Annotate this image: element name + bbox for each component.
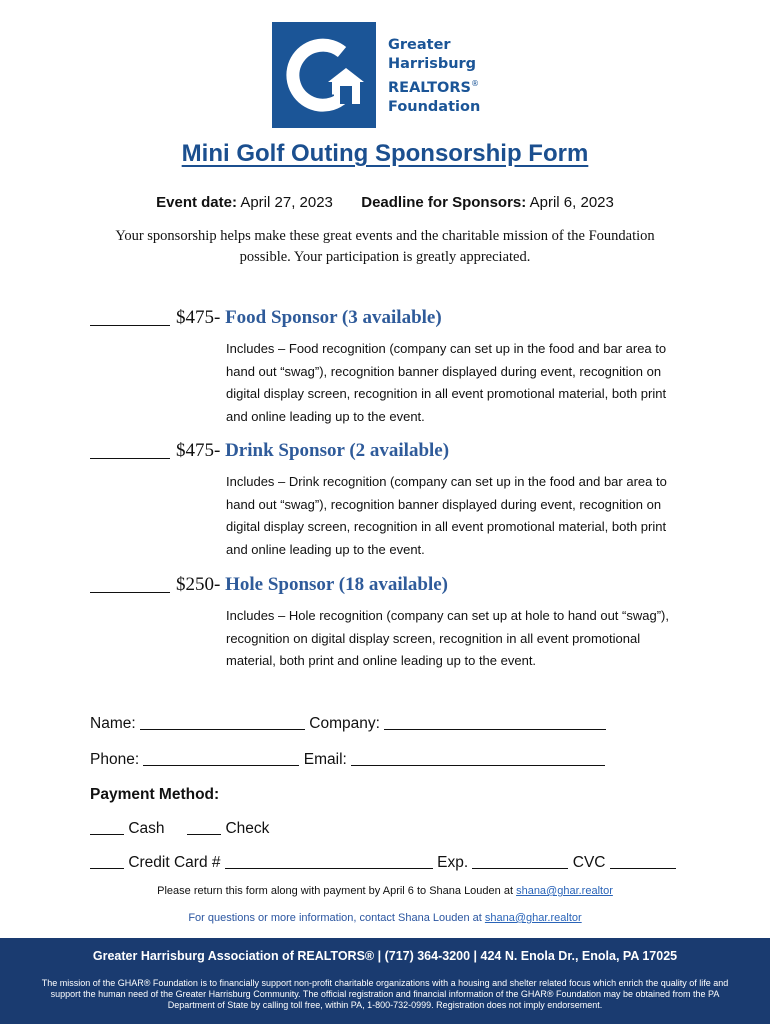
questions-email-link[interactable]: shana@ghar.realtor <box>484 912 582 924</box>
tier-drink-sponsor <box>90 439 690 561</box>
exp-field[interactable] <box>472 854 568 869</box>
cvc-label: CVC <box>572 854 606 871</box>
event-date-value: April 27, 2023 <box>240 194 333 211</box>
return-email-link[interactable]: shana@ghar.realtor <box>516 885 613 897</box>
email-field[interactable] <box>351 751 605 766</box>
questions-text: For questions or more information, contact Shana Louden at <box>188 912 482 924</box>
registered-mark: ® <box>470 79 479 88</box>
cash-check-row <box>90 820 269 838</box>
tier-heading <box>90 306 690 330</box>
footer-association-info: Greater Harrisburg Association of REALTORS® | (717) 364-3200 | 424 N. Enola Dr., Enola, PA 17025 <box>92 949 678 963</box>
tier-description: Includes – Drink recognition (company can set up in the food and bar area to hand out “swag”), recognition banner displayed during event, recognition on digital display screen, recognition in all event promotional material, both print and online leading up to the event. <box>226 474 667 557</box>
deadline-label: Deadline for Sponsors: <box>361 194 527 211</box>
name-company-row <box>90 715 606 733</box>
phone-email-row <box>90 751 605 769</box>
logo-mark <box>272 22 376 128</box>
event-date-label: Event date: <box>156 194 237 211</box>
g-house-icon <box>272 22 376 128</box>
tier-name: Drink Sponsor (2 available) <box>225 440 450 461</box>
intro-text: Your sponsorship helps make these great events and the charitable mission of the Foundation possible. Your participation is greatly appreciated. <box>115 228 655 265</box>
tier-quantity-blank[interactable] <box>90 440 170 459</box>
credit-card-row <box>90 854 676 872</box>
company-label: Company: <box>309 715 380 732</box>
logo-line: Greater <box>388 37 451 53</box>
company-field[interactable] <box>384 715 606 730</box>
tier-food-sponsor <box>90 306 690 428</box>
return-text: Please return this form along with payment by April 6 to Shana Louden at <box>157 885 514 897</box>
email-label: Email: <box>303 751 347 768</box>
tier-price: $475- <box>176 440 221 461</box>
tier-price: $475- <box>176 307 221 328</box>
tier-heading <box>90 439 690 463</box>
tier-heading <box>90 573 690 597</box>
credit-card-number-field[interactable] <box>225 854 433 869</box>
footer-mission-statement: The mission of the GHAR® Foundation is to financially support non-profit charitable organizations with a housing and shelter related focus which enrich the quality of life and support the human need of the Greater Harrisburg Community. The official registration and financial information of the GHAR® Foundation may be obtained from the PA Department of State by calling toll free, within PA, 1-800-732-0999. Registration does not imply endorsement. <box>41 978 729 1010</box>
tier-price: $250- <box>176 574 221 595</box>
name-field[interactable] <box>140 715 305 730</box>
questions-contact <box>0 912 770 924</box>
payment-method-label: Payment Method: <box>90 786 220 803</box>
tier-name: Food Sponsor (3 available) <box>225 307 442 328</box>
tier-description: Includes – Food recognition (company can set up in the food and bar area to hand out “swag”), recognition banner displayed during event, recognition on digital display screen, recognition in all event promotional material, both print and online leading up to the event. <box>226 341 667 424</box>
return-instructions <box>0 885 770 897</box>
phone-label: Phone: <box>90 751 140 768</box>
foundation-logo <box>272 22 482 128</box>
tier-quantity-blank[interactable] <box>90 307 170 326</box>
logo-line: REALTORS® <box>388 79 479 96</box>
form-title: Mini Golf Outing Sponsorship Form <box>181 140 589 167</box>
check-blank[interactable] <box>187 820 221 835</box>
tier-hole-sponsor <box>90 573 690 673</box>
event-dates <box>0 194 770 211</box>
phone-field[interactable] <box>143 751 299 766</box>
cvc-field[interactable] <box>610 854 676 869</box>
cash-blank[interactable] <box>90 820 124 835</box>
exp-label: Exp. <box>437 854 469 871</box>
check-label: Check <box>225 820 270 837</box>
tier-name: Hole Sponsor (18 available) <box>225 574 448 595</box>
tier-description: Includes – Hole recognition (company can set up at hole to hand out “swag”), recognition on digital display screen, recognition in all event promotional material, both print and online leading up to the event. <box>226 608 669 668</box>
logo-wordmark <box>388 36 498 117</box>
name-label: Name: <box>90 715 136 732</box>
credit-card-label: Credit Card # <box>128 854 221 871</box>
credit-card-blank[interactable] <box>90 854 124 869</box>
footer-band <box>0 938 770 1024</box>
logo-line: Harrisburg <box>388 56 477 72</box>
cash-label: Cash <box>128 820 165 837</box>
deadline-value: April 6, 2023 <box>529 194 614 211</box>
logo-line: Foundation <box>388 98 481 115</box>
tier-quantity-blank[interactable] <box>90 574 170 593</box>
